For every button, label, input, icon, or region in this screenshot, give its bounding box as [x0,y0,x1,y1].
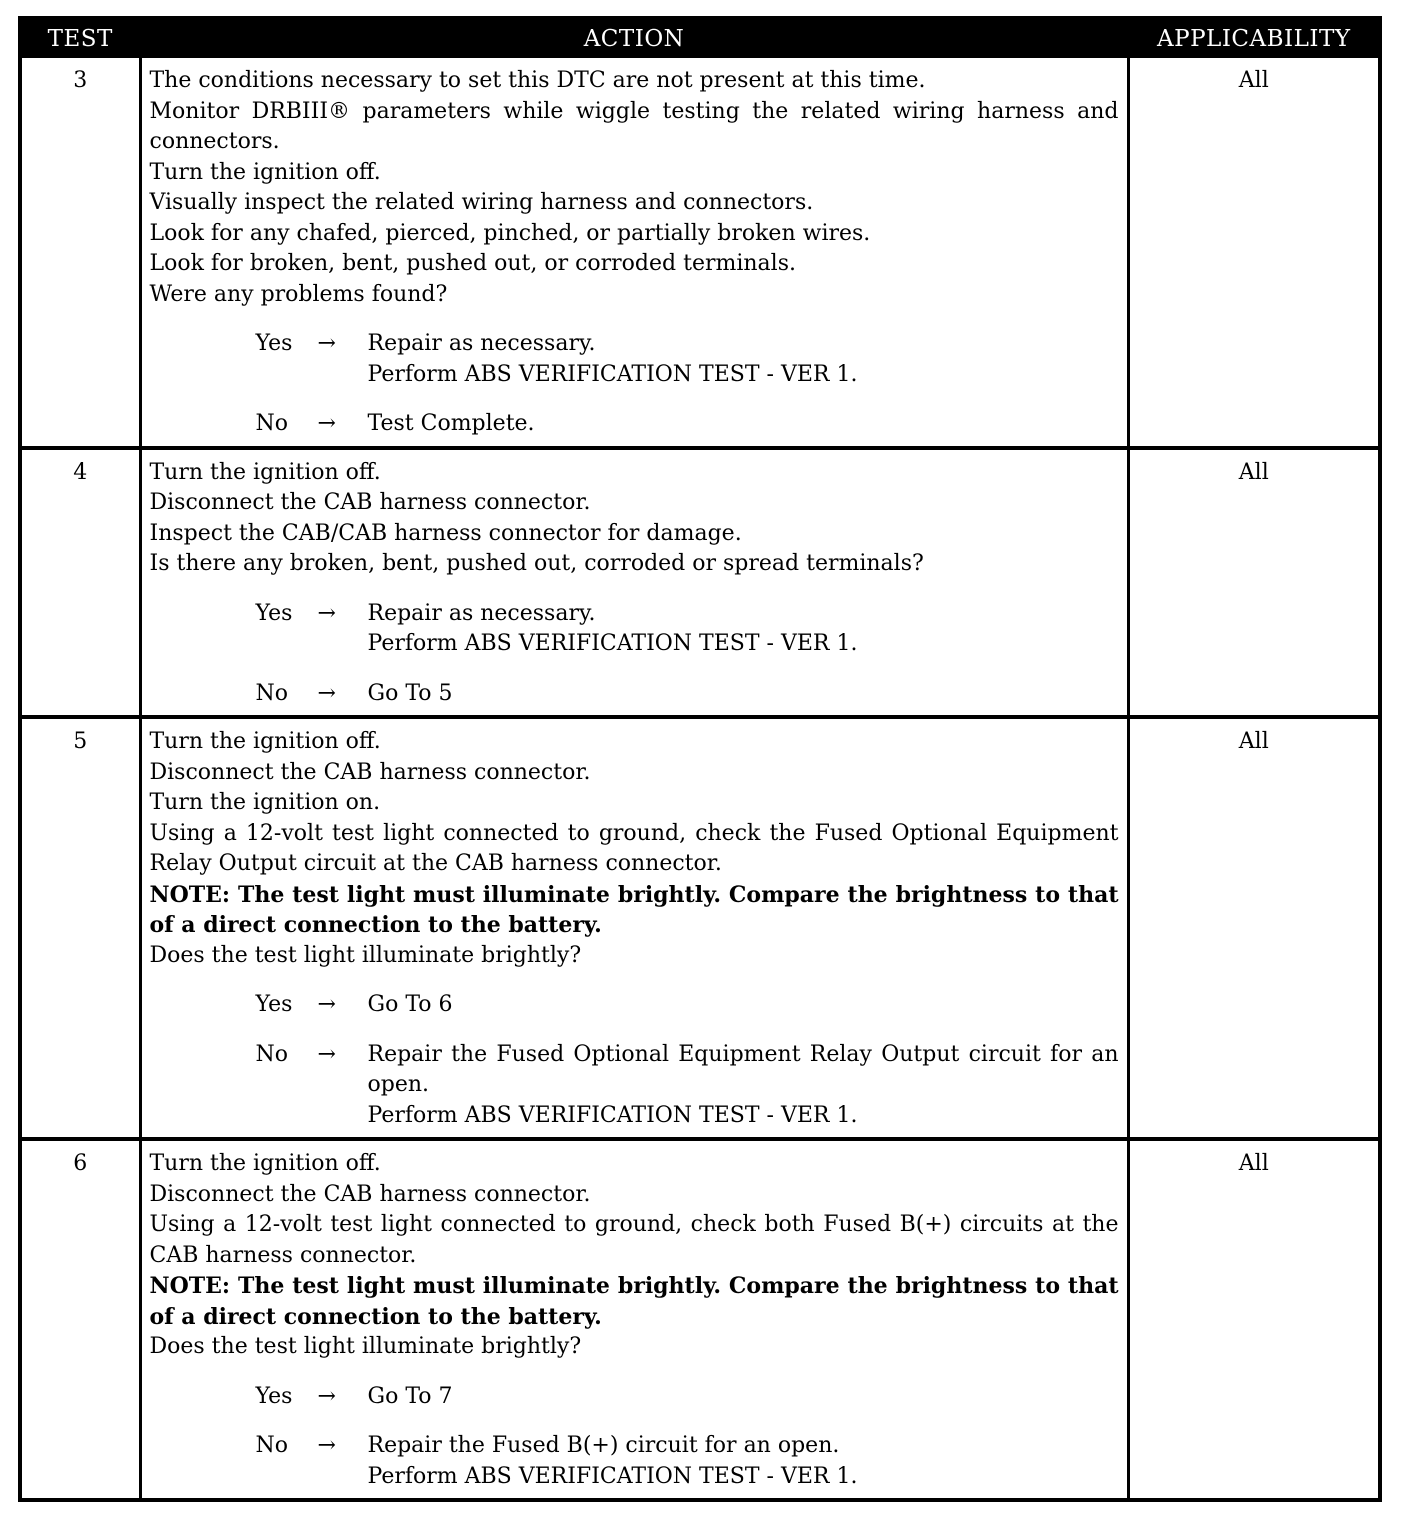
action-step: Using a 12-volt test light connected to ground, check the Fused Optional Equipment Relay Output circuit at the CAB harness connector. [149,820,1119,876]
header-applicability: APPLICABILITY [1128,20,1378,58]
yes-label: Yes [255,600,293,626]
no-label: No [255,1433,288,1458]
test-number: 6 [22,1139,140,1498]
applicability-value: All [1238,1151,1269,1176]
action-note: NOTE: The test light must illuminate brightly. Compare the brightness to that of a direct connection to the battery. [149,1273,1119,1330]
result-line: Test Complete. [367,411,535,436]
no-branch [150,679,1119,710]
action-question: Does the test light illuminate brightly? [149,942,582,968]
header-action: ACTION [140,20,1128,58]
yes-branch [150,990,1119,1021]
test-table [22,20,1378,1498]
action-cell [140,58,1128,448]
action-cell [140,717,1128,1139]
no-result [368,679,1119,710]
action-step: Disconnect the CAB harness connector. [149,490,591,515]
action-step: Look for any chafed, pierced, pinched, or partially broken wires. [149,220,871,246]
no-label: No [255,1041,288,1067]
result-line: Repair the Fused Optional Equipment Relay Output circuit for an open. [367,1041,1119,1097]
yes-label: Yes [255,331,293,356]
no-result [368,1431,1119,1492]
yes-branch [150,329,1119,390]
header-test: TEST [22,20,140,58]
arrow-icon: → [317,1383,336,1409]
action-step: Is there any broken, bent, pushed out, corroded or spread terminals? [149,551,924,576]
result-line: Repair as necessary. [367,600,596,626]
yes-label: Yes [255,1383,293,1409]
test-row [22,448,1378,718]
no-result [368,409,1119,440]
action-step: Disconnect the CAB harness connector. [149,759,591,785]
no-label: No [255,411,288,436]
yes-branch [150,1382,1119,1413]
test-row [22,1139,1378,1498]
applicability-value: All [1238,729,1269,754]
arrow-icon: → [317,331,336,356]
arrow-icon: → [317,992,336,1017]
action-step: Look for broken, bent, pushed out, or corroded terminals. [149,251,796,276]
action-step: Monitor DRBIII® parameters while wiggle testing the related wiring harness and connectors. [149,98,1119,154]
result-line: Repair as necessary. [367,331,596,356]
result-line: Perform ABS VERIFICATION TEST - VER 1. [367,361,858,387]
arrow-icon: → [317,1041,336,1067]
result-line: Go To 5 [367,680,453,706]
test-row [22,717,1378,1139]
yes-result [368,599,1119,660]
result-line: Repair the Fused B(+) circuit for an open. [367,1433,840,1458]
action-step: Inspect the CAB/CAB harness connector for damage. [149,520,742,546]
action-cell [140,1139,1128,1498]
action-step: The conditions necessary to set this DTC are not present at this time. [149,68,926,93]
test-number: 4 [22,448,140,718]
arrow-icon: → [317,680,336,706]
no-result [368,1040,1119,1132]
test-number: 5 [22,717,140,1139]
action-step: Turn the ignition off. [149,1151,381,1176]
no-branch [150,409,1119,440]
action-step: Turn the ignition on. [149,790,381,815]
result-line: Go To 7 [367,1383,453,1409]
action-step: Were any problems found? [149,281,448,307]
action-step: Turn the ignition off. [149,459,381,485]
header-row [22,20,1378,58]
diagnostic-test-table [18,16,1382,1502]
result-line: Perform ABS VERIFICATION TEST - VER 1. [367,631,858,656]
action-note: NOTE: The test light must illuminate brightly. Compare the brightness to that of a direct connection to the battery. [149,881,1119,938]
action-cell [140,448,1128,718]
arrow-icon: → [317,411,336,436]
action-step: Using a 12-volt test light connected to ground, check both Fused B(+) circuits at the CAB harness connector. [149,1212,1119,1268]
arrow-icon: → [317,1433,336,1458]
action-step: Turn the ignition off. [149,729,381,754]
test-number: 3 [22,58,140,448]
action-step: Turn the ignition off. [149,159,381,185]
arrow-icon: → [317,600,336,626]
no-branch [150,1040,1119,1132]
yes-label: Yes [255,992,293,1017]
yes-branch [150,599,1119,660]
applicability-value: All [1238,459,1269,485]
yes-result [368,1382,1119,1413]
applicability-value: All [1238,68,1269,93]
yes-result [368,990,1119,1021]
action-step: Visually inspect the related wiring harness and connectors. [149,190,814,215]
result-line: Go To 6 [367,992,453,1017]
result-line: Perform ABS VERIFICATION TEST - VER 1. [367,1102,858,1128]
action-step: Disconnect the CAB harness connector. [149,1181,591,1207]
no-branch [150,1431,1119,1492]
test-row [22,58,1378,448]
action-question: Does the test light illuminate brightly? [149,1334,582,1359]
yes-result [368,329,1119,390]
result-line: Perform ABS VERIFICATION TEST - VER 1. [367,1463,858,1489]
no-label: No [255,680,288,706]
